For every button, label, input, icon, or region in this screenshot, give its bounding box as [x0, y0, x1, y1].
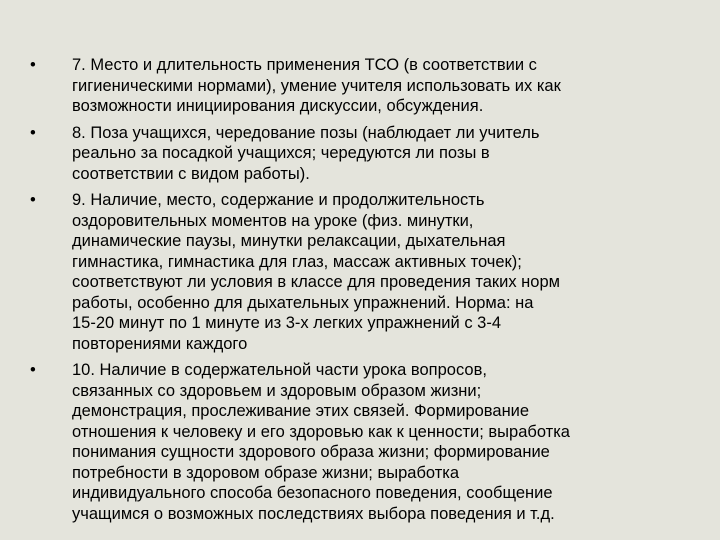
text-line: оздоровительных моментов на уроке (физ. минутки, — [72, 211, 474, 230]
text-line: реально за посадкой учащихся; чередуются ли позы в — [72, 144, 490, 162]
bullet-marker: • — [30, 191, 36, 209]
text-line: понимания сущности здорового образа жизни; формирование — [72, 443, 550, 461]
list-item — [30, 190, 690, 354]
text-line: демонстрация, прослеживание этих связей. Формирование — [72, 402, 530, 420]
text-line: динамические паузы, минутки релаксации, дыхательная — [72, 232, 506, 250]
bullet-marker: • — [30, 361, 36, 379]
text-line: работы, особенно для дыхательных упражнений. Норма: на — [72, 293, 534, 312]
text-line: возможности инициирования дискуссии, обсуждения. — [72, 97, 484, 115]
text-line: гигиеническими нормами), умение учителя использовать их как — [72, 76, 561, 95]
text-line: 15-20 минут по 1 минуте из 3-х легких упражнений с 3-4 — [72, 314, 501, 332]
text-line: учащимся о возможных последствиях выбора поведения и т.д. — [72, 504, 555, 523]
text-line: 7. Место и длительность применения ТСО (в соответствии с — [72, 56, 537, 74]
list-item — [30, 360, 690, 524]
text-line: соответствуют ли условия в классе для проведения таких норм — [72, 273, 560, 291]
text-line: отношения к человеку и его здоровью как к ценности; выработка — [72, 422, 570, 441]
bullet-marker: • — [30, 56, 36, 74]
text-line: 9. Наличие, место, содержание и продолжительность — [72, 191, 485, 209]
bullet-marker: • — [30, 123, 36, 142]
list-item — [30, 55, 690, 117]
text-line: гимнастика, гимнастика для глаз, массаж активных точек); — [72, 252, 522, 271]
text-line: 10. Наличие в содержательной части урока вопросов, — [72, 361, 487, 379]
text-line: 8. Поза учащихся, чередование позы (наблюдает ли учитель — [72, 123, 540, 142]
text-line: связанных со здоровьем и здоровым образом жизни; — [72, 381, 482, 400]
text-line: потребности в здоровом образе жизни; выработка — [72, 463, 460, 482]
list-item — [30, 123, 690, 185]
text-line: индивидуального способа безопасного поведения, сообщение — [72, 484, 553, 502]
text-line: соответствии с видом работы). — [72, 164, 310, 183]
bullet-list — [30, 55, 690, 530]
text-line: повторениями каждого — [72, 334, 248, 353]
